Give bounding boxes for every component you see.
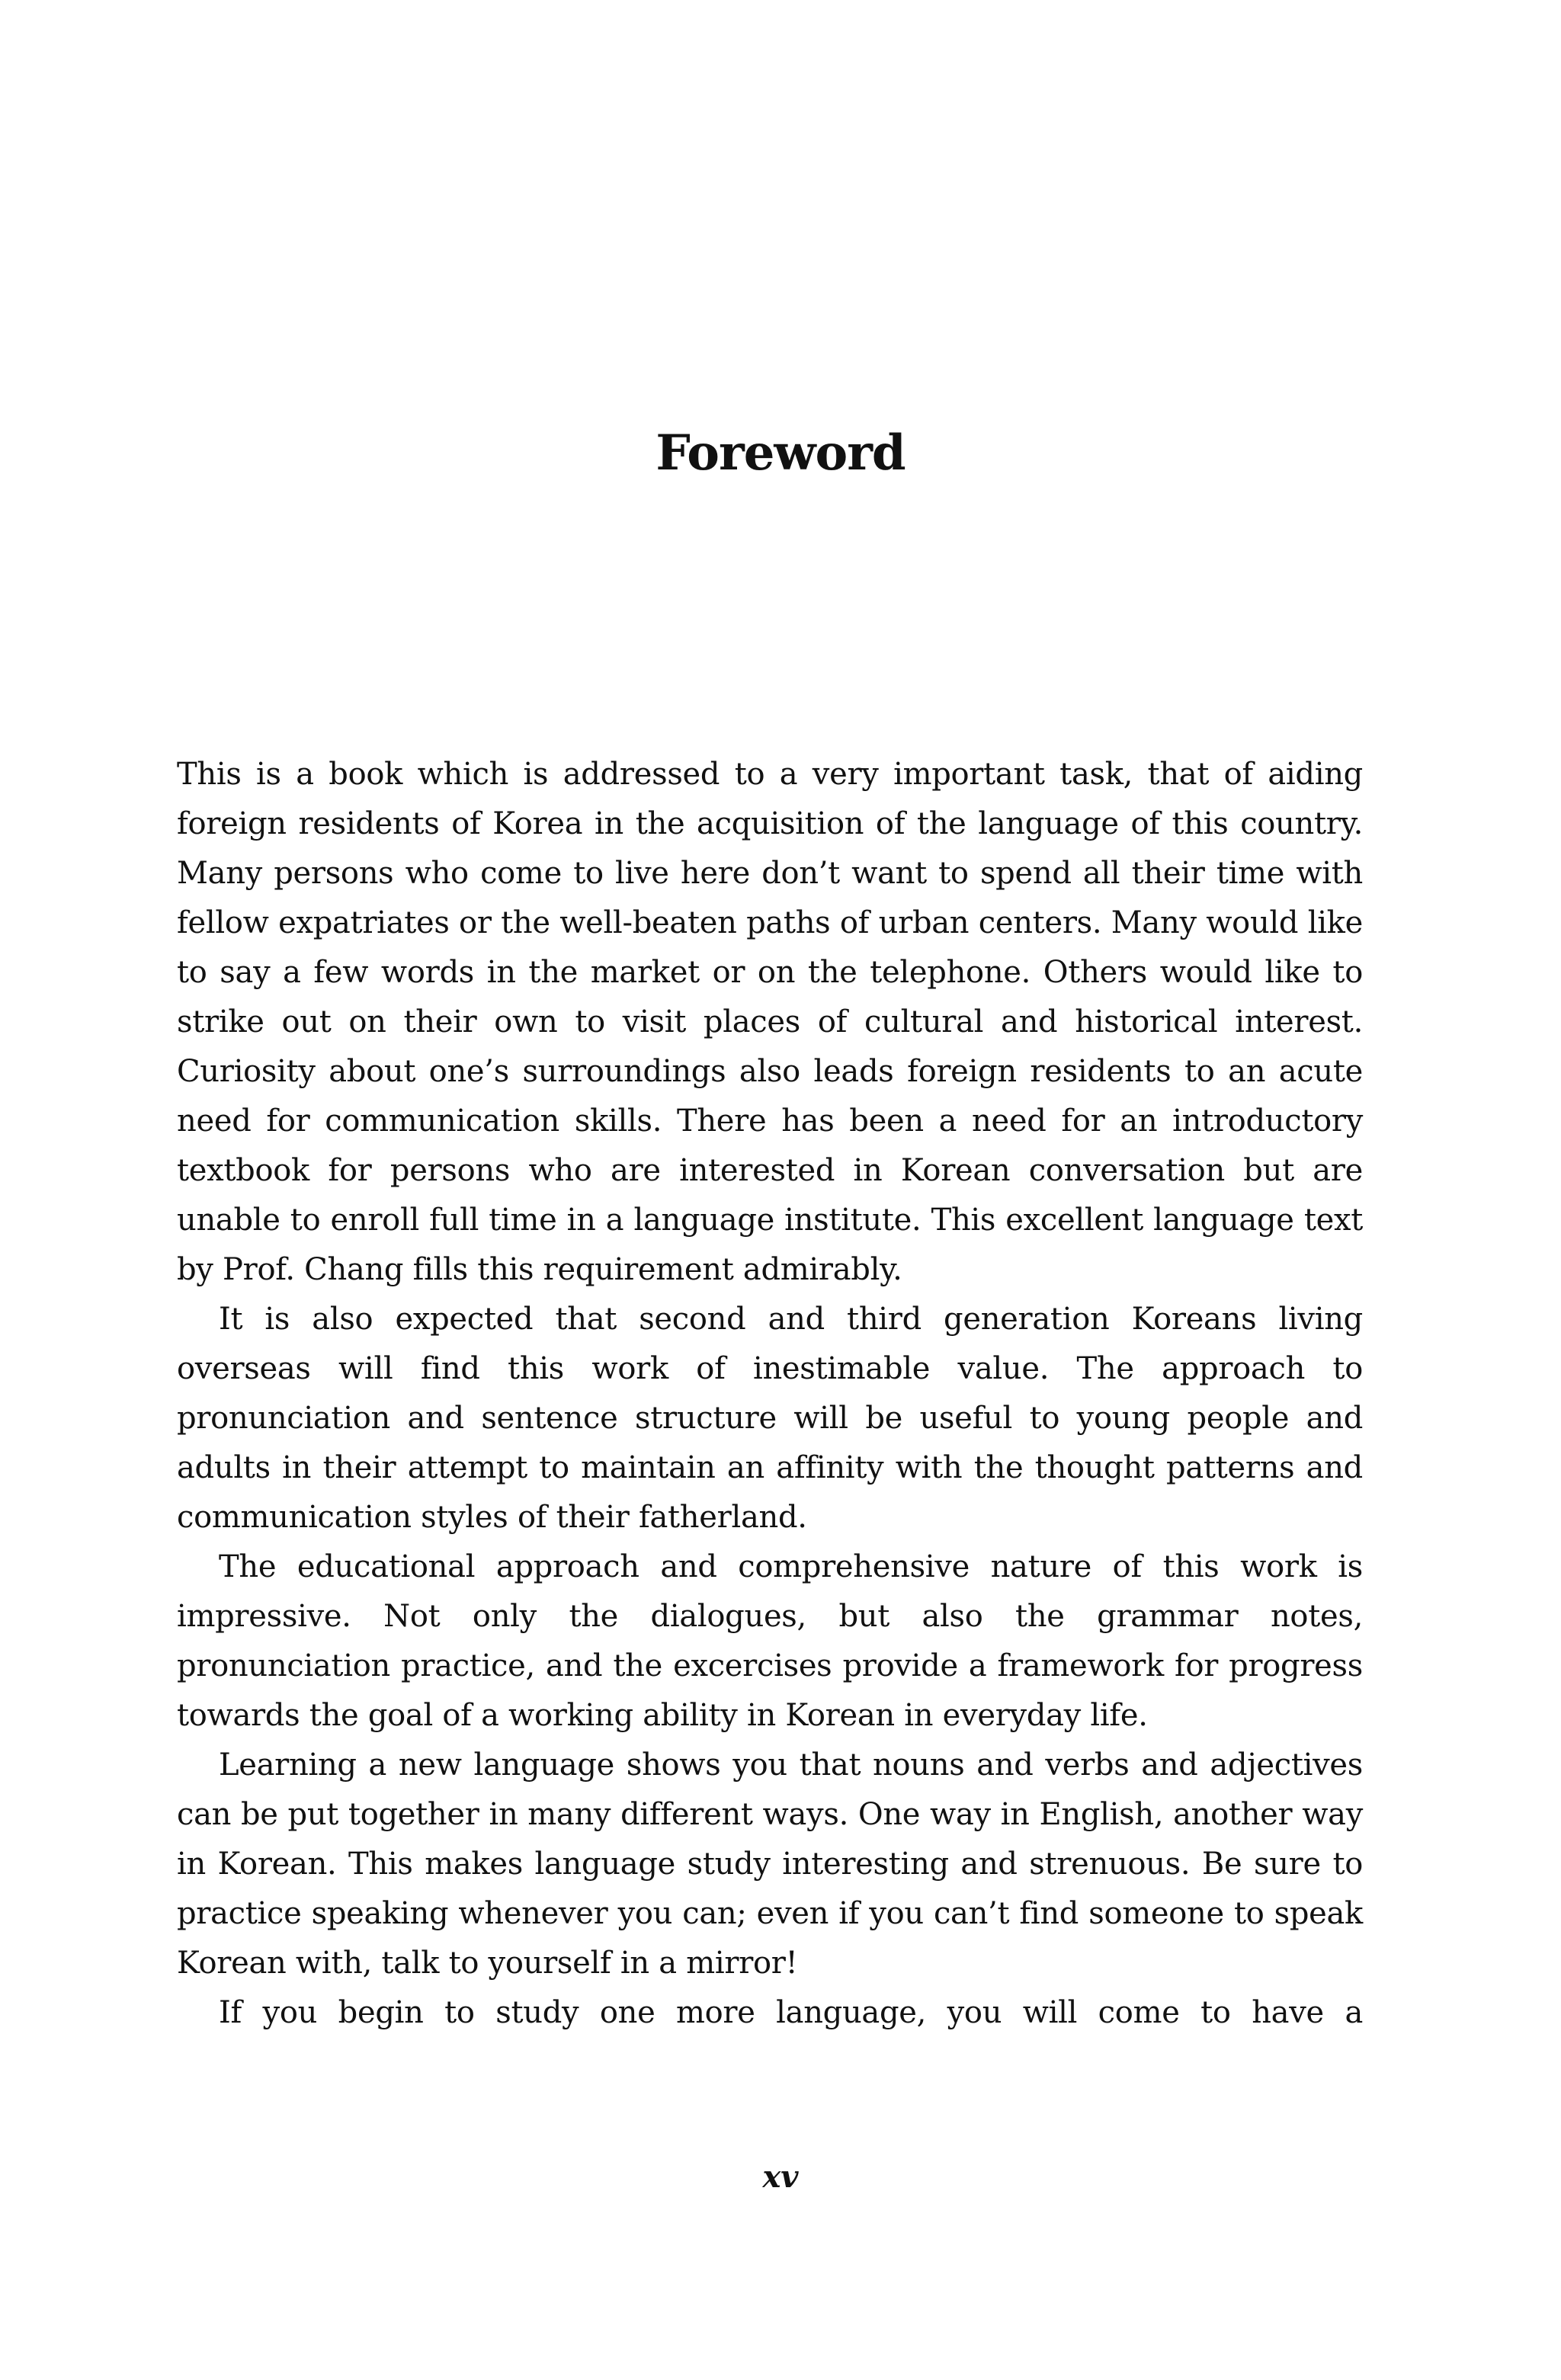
- paragraph: If you begin to study one more language, you will come to have a: [219, 1995, 1363, 2030]
- foreword-body: [177, 750, 1363, 2038]
- page-title: Foreword: [655, 424, 906, 482]
- paragraph: The educational approach and comprehensive nature of this work is impressive. Not only the dialogues, but also the grammar notes, pronunciation practice, and the excercises provide a framework for progress towards the goal of a working ability in Korean in everyday life.: [177, 1549, 1363, 1733]
- page-number: xv: [762, 2159, 799, 2195]
- paragraph: It is also expected that second and third generation Koreans living overseas will find this work of inestimable value. The approach to pronunciation and sentence structure will be useful to young people and adults in their attempt to maintain an affinity with the thought patterns and communication styles of their fatherland.: [177, 1302, 1363, 1535]
- paragraph: This is a book which is addressed to a very important task, that of aiding foreign residents of Korea in the acquisition of the language of this country. Many persons who come to live here don’t want to spend all their time with fellow expatriates or the well-beaten paths of urban centers. Many would like to say a few words in the market or on the telephone. Others would like to strike out on their own to visit places of cultural and historical interest. Curiosity about one’s surroundings also leads foreign residents to an acute need for communication skills. There has been a need for an introductory textbook for persons who are interested in Korean conversation but are unable to enroll full time in a language institute. This excellent language text by Prof. Chang fills this requirement admirably.: [177, 757, 1363, 1287]
- paragraph: Learning a new language shows you that nouns and verbs and adjectives can be put together in many different ways. One way in English, another way in Korean. This makes language study interesting and strenuous. Be sure to practice speaking whenever you can; even if you can’t find someone to speak Korean with, talk to yourself in a mirror!: [177, 1747, 1363, 1981]
